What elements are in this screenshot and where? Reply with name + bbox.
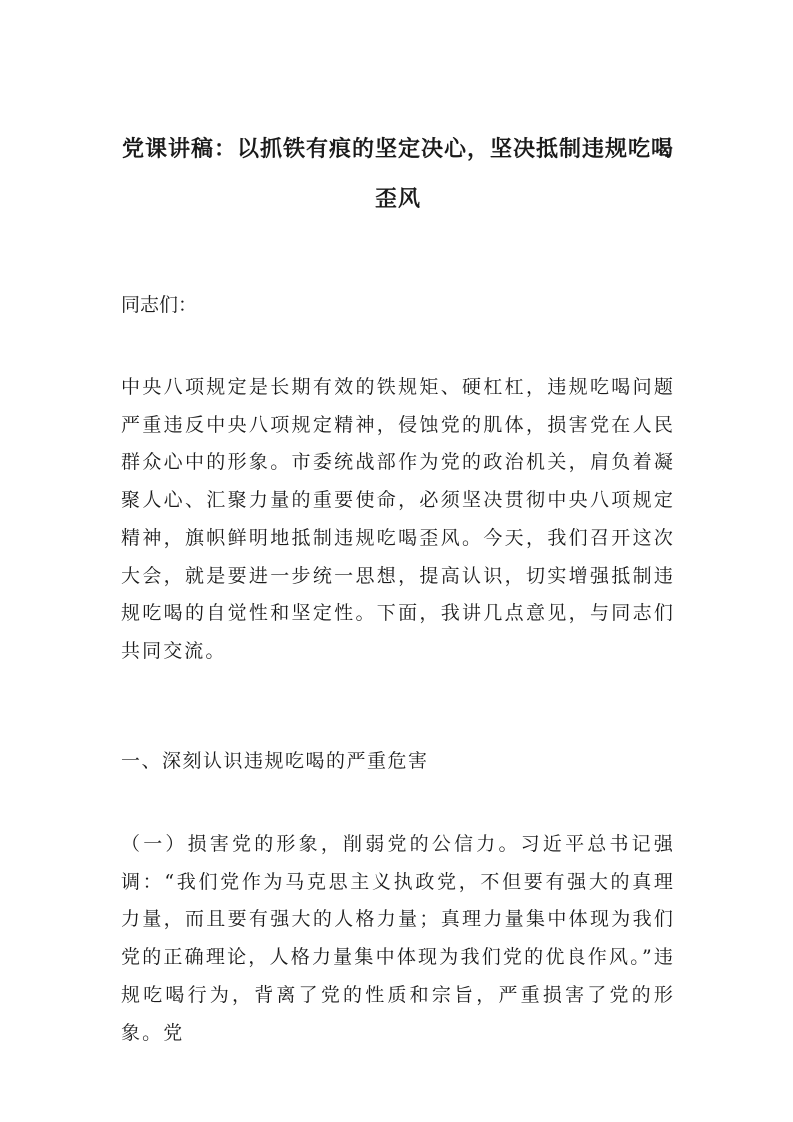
body-paragraph: （一）损害党的形象，削弱党的公信力。习近平总书记强调：“我们党作为马克思主义执政党，不但要有强大的真理力量，而且要有强大的人格力量；真理力量集中体现为我们党的正确理论，人格力量集中体现为我们党的优良作风。”违规吃喝行为，背离了党的性质和宗旨，严重损害了党的形象。党 [121, 833, 675, 1044]
greeting-text: 同志们： [121, 294, 198, 316]
document-title: 党课讲稿：以抓铁有痕的坚定决心，坚决抵制违规吃喝歪风 [121, 136, 674, 212]
section-heading: 一、深刻认识违规吃喝的严重危害 [121, 750, 429, 772]
intro-paragraph: 中央八项规定是长期有效的铁规矩、硬杠杠，违规吃喝问题严重违反中央八项规定精神，侵蚀党的肌体，损害党在人民群众心中的形象。市委统战部作为党的政治机关，肩负着凝聚人心、汇聚力量的重要使命，必须坚决贯彻中央八项规定精神，旗帜鲜明地抵制违规吃喝歪风。今天，我们召开这次大会，就是要进一步统一思想，提高认识，切实增强抵制违规吃喝的自觉性和坚定性。下面，我讲几点意见，与同志们共同交流。 [121, 376, 675, 662]
